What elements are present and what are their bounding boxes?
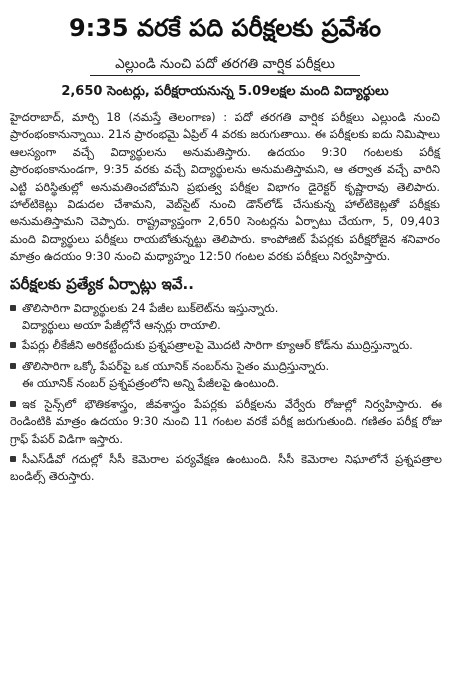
square-bullet-icon (10, 305, 16, 311)
list-item-text: తొలిసారిగా ఒక్కో పేపర్‌పై ఒక యూనిక్ నంబర్‌ను సైతం ముద్రిస్తున్నారు. (22, 358, 330, 373)
list-item-continuation: ఈ యూనిక్ నంబర్ ప్రశ్నపత్రంలోని అన్ని పేజీలపై ఉంటుంది. (22, 376, 279, 391)
square-bullet-icon (10, 456, 16, 462)
list-item (10, 300, 442, 335)
list-item (10, 396, 442, 448)
list-item-text: ఇక సైన్స్‌లో భౌతికశాస్త్రం, జీవశాస్త్రం పేపర్లకు పరీక్షలను వేర్వేరు రోజుల్లో నిర్వహిస్తారు. ఈ రెండింటికి మాత్రం ఉదయం 9:30 నుంచి 11 గంటల వరకే పరీక్ష జరుగుతుంది. గణితం పరీక్ష రోజు గ్రాఫ్ పేపర్ విడిగా ఇస్తారు. (10, 396, 442, 446)
list-item (10, 337, 442, 354)
article-body: హైదరాబాద్, మార్చి 18 (నమస్తే తెలంగాణ) : పదో తరగతి వార్షిక పరీక్షలు ఎల్లుండి నుంచి ప్రారంభంకానున్నాయి. 21న ప్రారంభమై ఏప్రిల్ 4 వరకు జరుగుతాయి. ఈ పరీక్షలకు ఐదు నిమిషాలు ఆలస్యంగా వచ్చే విద్యార్థులను అనుమతిస్తారు. ఉదయం 9:30 గంటలకు పరీక్ష ప్రారంభంకానుండగా, 9:35 వరకు వచ్చే విద్యార్థులను అనుమతిస్తామని, ఆ తర్వాత వచ్చే వారిని ఎట్టి పరిస్థితుల్లో అనుమతించబోమని ప్రభుత్వ పరీక్షల విభాగం డైరెక్టర్ కృష్ణారావు తెలిపారు. హాల్‌టికెట్లు విడుదల చేశామని, వెబ్‌సైట్ నుంచి డౌన్‌లోడ్ చేసుకున్న హాల్‌టికెట్లతో పరీక్షకు అనుమతిస్తామని చెప్పారు. రాష్ట్రవ్యాప్తంగా 2,650 సెంటర్లను ఏర్పాటు చేయగా, 5, 09,403 మంది విద్యార్థులు పరీక్షలు రాయబోతున్నట్టు తెలిపారు. కాంపోజిట్ పేపర్లకు పరీక్షరోజైన శనివారం మాత్రం ఉదయం 9:30 నుంచి మధ్యాహ్నం 12:50 గంటల వరకు పరీక్షలు నిర్వహిస్తారు. (10, 110, 440, 264)
list-item-continuation: విద్యార్థులు అయా పేజీల్లోనే ఆన్సర్లు రాయాలి. (22, 318, 221, 333)
square-bullet-icon (10, 401, 16, 407)
headline: 9:35 వరకే పది పరీక్షలకు ప్రవేశం (68, 14, 382, 42)
list-item-text: సీఎస్‌డీవో గదుల్లో సీసీ కెమెరాల పర్యవేక్షణ ఉంటుంది. సీసీ కెమెరాల నిఘాలోనే ప్రశ్నపత్రాల బండిల్స్ తెరుస్తారు. (10, 451, 442, 484)
list-item-text: పేపర్లు లీకేజీని అరికట్టేందుకు ప్రశ్నపత్రాలపై మొదటి సారిగా క్యూఆర్ కోడ్‌ను ముద్రిస్తున్నారు. (22, 338, 413, 353)
list-item-text: తొలిసారిగా విద్యార్థులకు 24 పేజీల బుక్‌లెట్‌ను ఇస్తున్నారు. (22, 300, 279, 315)
arrangements-list (8, 300, 442, 486)
list-item (10, 358, 442, 393)
subheading-dates: ఎల్లుండి నుంచి పదో తరగతి వార్షిక పరీక్షలు (90, 54, 360, 76)
subheading-stats: 2,650 సెంటర్లు, పరీక్షరాయనున్న 5.09లక్షల మంది విద్యార్థులు (61, 84, 389, 99)
square-bullet-icon (10, 342, 16, 348)
square-bullet-icon (10, 363, 16, 369)
section-title-arrangements: పరీక్షలకు ప్రత్యేక ఏర్పాట్లు ఇవే.. (10, 274, 194, 293)
list-item (10, 451, 442, 486)
